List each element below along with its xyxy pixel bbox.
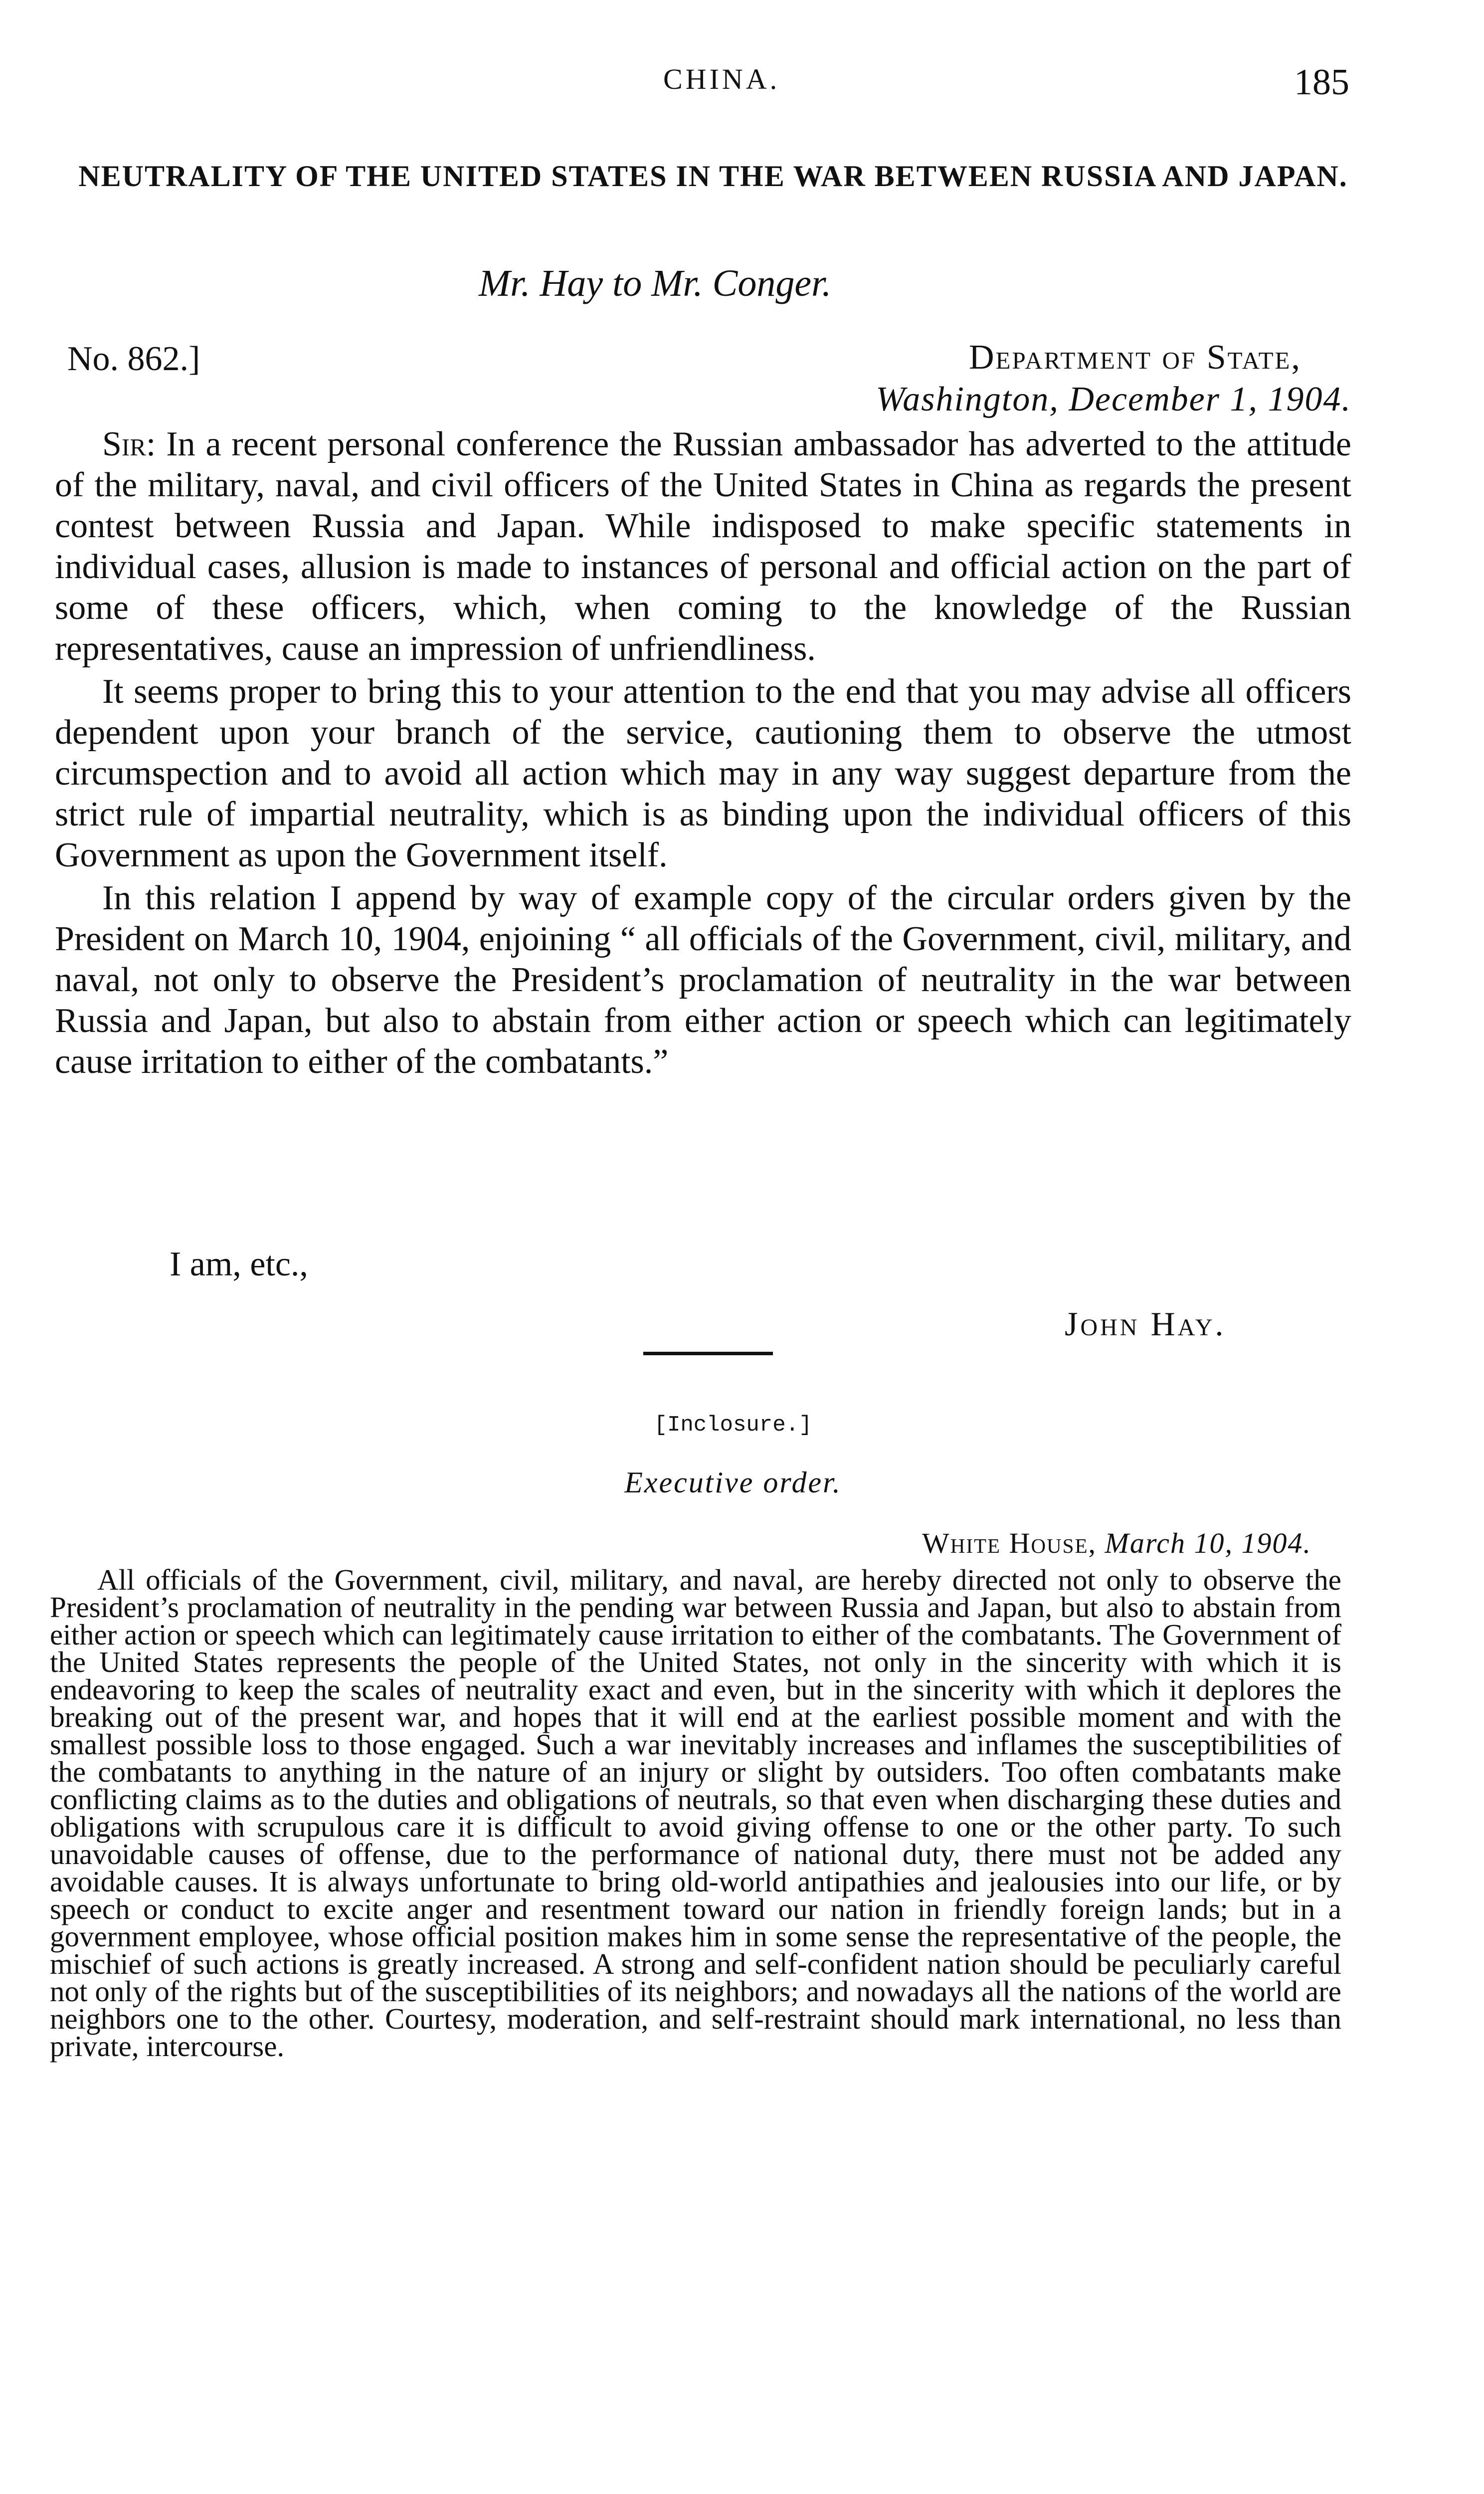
section-divider [643, 1352, 773, 1355]
letter-paragraph-text: In a recent personal conference the Russian ambassador has adverted to the attitude of the military, naval, and civil officers of the United States in China as regards the present contest between Russia and Japan. While indisposed to make specific statements in individual cases, allusion is made to instances of personal and official action on the part of some of these officers, which, when coming to the knowledge of the Russian representatives, cause an impression of unfriendliness. [55, 425, 1351, 668]
letter-office-line [703, 337, 1351, 379]
letter-paragraph: In this relation I append by way of example copy of the circular orders given by the President on March 10, 1904, enjoining “ all officials of the Government, civil, military, and naval, not only to observe the President’s proclamation of neutrality in the war between Russia and Japan, but also to abstain from either action or speech which can legitimately cause irritation to either of the combatants.” [55, 879, 1351, 1081]
page-number: 185 [1294, 62, 1349, 103]
letter-body [55, 424, 1351, 1084]
letter-place-date: Washington, December 1, 1904. [876, 380, 1351, 418]
letter-dateline [703, 337, 1351, 420]
letter-office: Department of State, [968, 338, 1301, 377]
letter-closing: I am, etc., [170, 1245, 308, 1283]
inclosure-dateline [698, 1529, 1311, 1558]
letter-paragraph: It seems proper to bring this to your attention to the end that you may advise all officers dependent upon your branch of the service, cautioning them to observe the utmost circumspection and to avoid all action which may in any way suggest departure from the strict rule of impartial neutrality, which is as binding upon the individual officers of this Government as upon the Government itself. [55, 672, 1351, 874]
running-title: CHINA. [663, 63, 780, 95]
letter-paragraph [55, 424, 1351, 669]
inclosure-office: White House, [922, 1527, 1097, 1559]
inclosure-label: [Inclosure.] [654, 1413, 812, 1438]
letter-number: No. 862.] [67, 340, 200, 378]
inclosure-paragraph: All officials of the Government, civil, military, and naval, are hereby directed not only to observe the President’s proclamation of neutrality in the pending war between Russia and Japan, but also to abstain from either action or speech which can legitimately cause irritation to either of the combatants. The Government of the United States represents the people of the United States, not only in the sincerity with which it is endeavoring to keep the scales of neutrality exact and even, but in the sincerity with which it deplores the breaking out of the present war, and hopes that it will end at the earliest possible moment and with the smallest possible loss to those engaged. Such a war inevitably increases and inflames the susceptibilities of the combatants to anything in the nature of an injury or slight by outsiders. Too often combatants make conflicting claims as to the duties and obligations of neutrals, so that even when discharging these duties and obligations with scrupulous care it is difficult to avoid giving offense to one or the other party. To such unavoidable causes of offense, due to the performance of national duty, there must not be added any avoidable causes. It is always unfortunate to bring old-world antipathies and jealousies into our life, or by speech or conduct to excite anger and resentment toward our nation in friendly foreign lands; but in a government employee, whose official position makes him in some sense the representative of the people, the mischief of such actions is greatly increased. A strong and self-confident nation should be peculiarly careful not only of the rights but of the susceptibilities of its neighbors; and nowadays all the nations of the world are neighbors one to the other. Courtesy, moderation, and self-restraint should mark international, no less than private, intercourse. [50, 1563, 1341, 2063]
letter-signature: John Hay. [1065, 1305, 1226, 1343]
section-title: NEUTRALITY OF THE UNITED STATES IN THE WAR BETWEEN RUSSIA AND JAPAN. [78, 160, 1348, 193]
inclosure-heading: Executive order. [624, 1466, 842, 1499]
inclosure-date: March 10, 1904. [1105, 1527, 1311, 1559]
letter-salutation: Sir: [102, 425, 156, 463]
inclosure-body [50, 1563, 1341, 2063]
letter-heading: Mr. Hay to Mr. Conger. [479, 262, 832, 304]
